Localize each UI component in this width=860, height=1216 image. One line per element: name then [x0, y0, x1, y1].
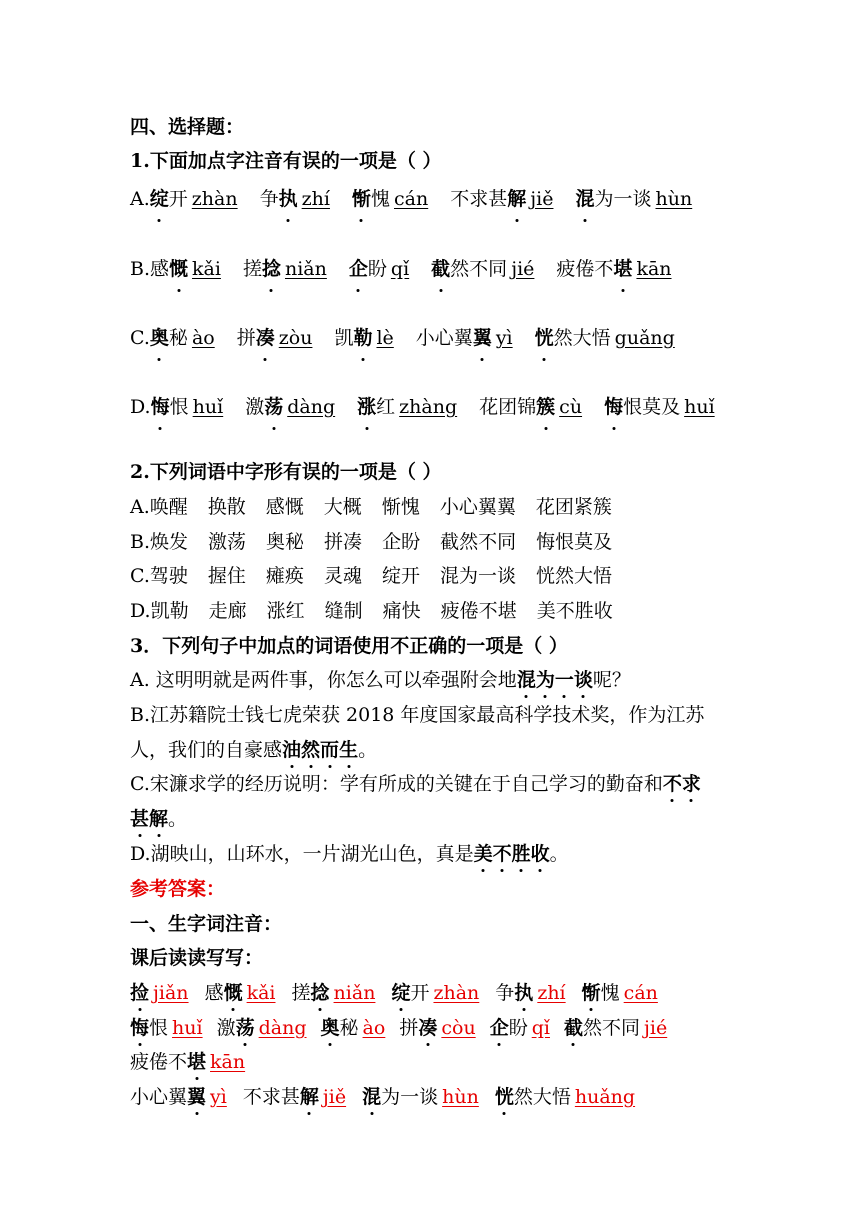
pinyin-item	[292, 982, 376, 1004]
pinyin: còu	[441, 1017, 476, 1039]
q1-stem: 1.下面加点字注音有误的一项是（ ）	[130, 150, 442, 172]
item-text: 愧	[600, 982, 620, 1004]
pinyin: niǎn	[333, 982, 376, 1004]
pinyin: jiǎn	[153, 982, 189, 1004]
pinyin-item	[352, 188, 428, 210]
item-text: 开	[410, 982, 430, 1004]
pinyin-item	[604, 396, 715, 418]
q3-option-b-line1: B.江苏籍院士钱七虎荣获 2018 年度国家最高科学技术奖，作为江苏	[130, 704, 705, 726]
word: A.唤醒	[130, 496, 188, 518]
dotted-char: 生	[339, 739, 359, 761]
dotted-char: 悔	[151, 390, 170, 425]
word: 截然不同	[440, 531, 517, 553]
item-text: 拼	[236, 327, 256, 349]
pinyin-item	[130, 982, 189, 1004]
section-4-title: 四、选择题：	[130, 116, 245, 138]
dotted-char: 为	[535, 669, 555, 691]
item-text: A.	[130, 188, 150, 210]
item-text: 花团锦	[479, 396, 537, 418]
pinyin-item	[349, 258, 409, 280]
q3-option-c-line1: C.宋濂求学的经历说明：学有所成的关键在于自己学习的勤奋和不求	[130, 773, 701, 795]
pinyin: qǐ	[390, 258, 410, 280]
word: 拼凑	[324, 531, 363, 553]
item-text: 然大悟	[513, 1086, 571, 1108]
pinyin: niǎn	[284, 258, 327, 280]
item-text: 激	[245, 396, 265, 418]
item-text: 恨莫及	[623, 396, 681, 418]
item-text: 然不同	[582, 1017, 640, 1039]
pinyin: jié	[644, 1017, 668, 1039]
q1-option-c	[130, 321, 732, 356]
pinyin: kān	[210, 1051, 246, 1073]
dotted-char: 一	[554, 669, 574, 691]
word: 握住	[207, 565, 246, 587]
dotted-char: 恍	[535, 321, 554, 356]
word: D.凯勒	[130, 600, 189, 622]
answers-title: 参考答案：	[130, 878, 226, 900]
pinyin-item	[575, 188, 692, 210]
dotted-char: 簇	[536, 390, 555, 425]
q1-option-a	[130, 182, 732, 217]
dotted-term	[282, 739, 358, 761]
pinyin: zhàn	[191, 188, 238, 210]
word: C.驾驶	[130, 565, 188, 587]
pinyin: huǐ	[684, 396, 715, 418]
dotted-char: 执	[279, 182, 298, 217]
dotted-char: 慨	[223, 982, 243, 1004]
dotted-term	[517, 669, 593, 691]
answers-row-3	[130, 1049, 732, 1075]
pinyin-item	[130, 1017, 203, 1039]
word: 绽开	[381, 565, 420, 587]
pinyin-item	[260, 188, 330, 210]
pinyin: huǐ	[172, 1017, 203, 1039]
q2-row-b	[130, 529, 732, 555]
dotted-char: 翼	[187, 1086, 207, 1108]
pinyin: zhàn	[433, 982, 480, 1004]
pinyin-item	[535, 327, 675, 349]
pinyin: jié	[511, 258, 535, 280]
dotted-char: 绽	[391, 982, 411, 1004]
word: 奥秘	[266, 531, 305, 553]
word: 混为一谈	[439, 565, 516, 587]
dotted-char: 不	[492, 843, 512, 865]
pinyin: ào	[191, 327, 215, 349]
dotted-term	[474, 843, 550, 865]
answers-subtitle: 课后读读写写：	[130, 947, 264, 969]
pinyin-item	[357, 396, 457, 418]
dotted-char: 惭	[581, 982, 601, 1004]
dotted-char: 收	[530, 843, 550, 865]
dotted-char: 不	[662, 773, 682, 795]
dotted-char: 悔	[604, 390, 623, 425]
item-text: 搓	[291, 982, 311, 1004]
pinyin-item	[564, 1017, 667, 1039]
q3-option-a: A. 这明明就是两件事，你怎么可以牵强附会地混为一谈呢？	[130, 669, 631, 691]
dotted-char: 翼	[473, 321, 492, 356]
item-text: 搓	[242, 258, 262, 280]
dotted-char: 企	[349, 252, 368, 287]
pinyin-item	[399, 1017, 475, 1039]
word: 缝制	[324, 600, 363, 622]
pinyin: zhí	[301, 188, 330, 210]
dotted-char: 涨	[357, 390, 376, 425]
word: 痛快	[382, 600, 421, 622]
word: 惭愧	[381, 496, 420, 518]
pinyin-item	[416, 327, 513, 349]
answers-section-1: 一、生字词注音：	[130, 913, 283, 935]
item-text: 恨	[169, 396, 189, 418]
dotted-term	[130, 808, 168, 830]
dotted-char: 混	[516, 669, 536, 691]
dotted-char: 而	[320, 739, 340, 761]
pinyin: zhàng	[399, 396, 458, 418]
pinyin-item	[391, 982, 479, 1004]
pinyin: zòu	[278, 327, 313, 349]
dotted-char: 绽	[150, 182, 169, 217]
pinyin: ào	[362, 1017, 386, 1039]
pinyin: kǎi	[246, 982, 276, 1004]
item-text: 秘	[168, 327, 188, 349]
word: 瘫痪	[265, 565, 304, 587]
dotted-char: 解	[299, 1086, 319, 1108]
pinyin: guǎng	[614, 327, 675, 349]
item-text: 秘	[339, 1017, 359, 1039]
pinyin: qǐ	[531, 1017, 550, 1039]
dotted-char: 荡	[264, 390, 283, 425]
pinyin: yì	[210, 1086, 227, 1108]
word: 大概	[323, 496, 362, 518]
word: 激荡	[208, 531, 247, 553]
item-text: 疲倦不	[556, 258, 614, 280]
pinyin-item	[490, 1017, 550, 1039]
q3-option-c-line2: 甚解。	[130, 808, 188, 830]
dotted-char: 解	[507, 182, 526, 217]
pinyin: cán	[394, 188, 429, 210]
dotted-char: 执	[514, 982, 534, 1004]
answers-row-1	[130, 980, 732, 1006]
pinyin-item	[243, 258, 327, 280]
pinyin-item	[495, 1086, 635, 1108]
word: 小心翼翼	[439, 496, 516, 518]
q3-option-d: D.湖映山，山环水，一片湖光山色，真是美不胜收。	[130, 843, 569, 865]
pinyin-item	[431, 258, 534, 280]
dotted-char: 堪	[187, 1051, 207, 1073]
pinyin: cán	[623, 982, 658, 1004]
q2-row-d	[130, 598, 732, 624]
item-text: 争	[495, 982, 515, 1004]
pinyin-item	[582, 982, 658, 1004]
dotted-char: 截	[563, 1017, 583, 1039]
pinyin-item	[243, 1086, 346, 1108]
item-text: 激	[216, 1017, 236, 1039]
item-text: 盼	[367, 258, 387, 280]
q1-option-d	[130, 390, 732, 425]
pinyin: huǎng	[574, 1086, 636, 1108]
dotted-char: 截	[431, 252, 450, 287]
pinyin-item	[205, 982, 276, 1004]
item-text: C.	[130, 327, 150, 349]
dotted-char: 恍	[494, 1086, 514, 1108]
pinyin-item	[130, 1086, 227, 1108]
word: 恍然大悟	[535, 565, 612, 587]
item-text: 盼	[508, 1017, 528, 1039]
q3-option-b-line2: 人，我们的自豪感油然而生。	[130, 739, 378, 761]
pinyin: jiě	[322, 1086, 347, 1108]
pinyin: kǎi	[192, 258, 221, 280]
dotted-char: 悔	[130, 1017, 150, 1039]
word: 美不胜收	[536, 600, 613, 622]
item-text: 开	[168, 188, 188, 210]
dotted-char: 凑	[256, 321, 275, 356]
item-text: 恨	[149, 1017, 169, 1039]
answers-row-2	[130, 1015, 732, 1041]
word: B.焕发	[130, 531, 189, 553]
pinyin: hùn	[655, 188, 693, 210]
dotted-term	[663, 773, 701, 795]
dotted-char: 谈	[573, 669, 593, 691]
dotted-char: 企	[489, 1017, 509, 1039]
dotted-char: 求	[681, 773, 701, 795]
item-text: 然不同	[450, 258, 508, 280]
item-text: 然大悟	[553, 327, 611, 349]
dotted-char: 胜	[511, 843, 531, 865]
dotted-char: 混	[362, 1086, 382, 1108]
item-text: 凯	[334, 327, 354, 349]
q2-row-c	[130, 563, 732, 589]
dotted-char: 荡	[235, 1017, 255, 1039]
word: 感慨	[265, 496, 304, 518]
item-text: 感	[204, 982, 224, 1004]
dotted-char: 油	[282, 739, 302, 761]
item-text: 不求甚	[450, 188, 508, 210]
pinyin: jiě	[530, 188, 554, 210]
pinyin: dàng	[287, 396, 336, 418]
item-text: 不求甚	[242, 1086, 300, 1108]
pinyin: lè	[376, 327, 394, 349]
dotted-char: 混	[575, 182, 594, 217]
dotted-char: 甚	[130, 808, 150, 830]
item-text: 红	[376, 396, 396, 418]
pinyin-item	[130, 258, 221, 280]
dotted-char: 奥	[150, 321, 169, 356]
word: 走廊	[208, 600, 247, 622]
pinyin-item	[130, 188, 238, 210]
pinyin-item	[217, 1017, 307, 1039]
pinyin-item	[130, 327, 215, 349]
pinyin: hùn	[442, 1086, 479, 1108]
pinyin: huǐ	[192, 396, 224, 418]
pinyin-item	[495, 982, 565, 1004]
dotted-char: 捻	[262, 252, 281, 287]
item-text: 小心翼	[130, 1086, 188, 1108]
pinyin-item	[237, 327, 313, 349]
dotted-char: 解	[149, 808, 169, 830]
item-text: 争	[259, 188, 279, 210]
pinyin: kān	[636, 258, 672, 280]
answers-row-4	[130, 1084, 732, 1110]
pinyin-item	[450, 188, 553, 210]
item-text: 愧	[370, 188, 390, 210]
pinyin-item	[479, 396, 582, 418]
word: 悔恨莫及	[536, 531, 613, 553]
pinyin-item	[556, 258, 671, 280]
q3-stem: 3．下列句子中加点的词语使用不正确的一项是（ ）	[130, 635, 568, 657]
item-text: 小心翼	[415, 327, 473, 349]
item-text: 为一谈	[381, 1086, 439, 1108]
pinyin: dàng	[258, 1017, 307, 1039]
item-text: B.感	[130, 258, 170, 280]
pinyin-item	[334, 327, 393, 349]
pinyin-item	[130, 1051, 245, 1073]
dotted-char: 美	[473, 843, 493, 865]
word: 疲倦不堪	[440, 600, 517, 622]
word: 灵魂	[323, 565, 362, 587]
word: 花团紧簇	[535, 496, 612, 518]
dotted-char: 奥	[320, 1017, 340, 1039]
dotted-char: 捻	[310, 982, 330, 1004]
dotted-char: 然	[301, 739, 321, 761]
dotted-char: 勒	[353, 321, 372, 356]
item-text: D.	[130, 396, 151, 418]
pinyin-item	[245, 396, 335, 418]
word: 企盼	[382, 531, 421, 553]
pinyin: cù	[559, 396, 583, 418]
q1-option-b	[130, 252, 732, 287]
item-text: 拼	[399, 1017, 419, 1039]
q2-row-a	[130, 494, 732, 520]
item-text: 疲倦不	[130, 1051, 188, 1073]
dotted-char: 堪	[613, 252, 632, 287]
dotted-char: 惭	[352, 182, 371, 217]
pinyin-item	[130, 396, 223, 418]
pinyin: yì	[495, 327, 513, 349]
pinyin-item	[362, 1086, 479, 1108]
dotted-char: 捡	[130, 982, 150, 1004]
pinyin-item	[321, 1017, 386, 1039]
dotted-char: 凑	[418, 1017, 438, 1039]
dotted-char: 慨	[169, 252, 188, 287]
word: 涨红	[266, 600, 305, 622]
q2-stem: 2.下列词语中字形有误的一项是（ ）	[130, 461, 442, 483]
pinyin: zhí	[537, 982, 566, 1004]
word: 换散	[207, 496, 246, 518]
item-text: 为一谈	[594, 188, 652, 210]
